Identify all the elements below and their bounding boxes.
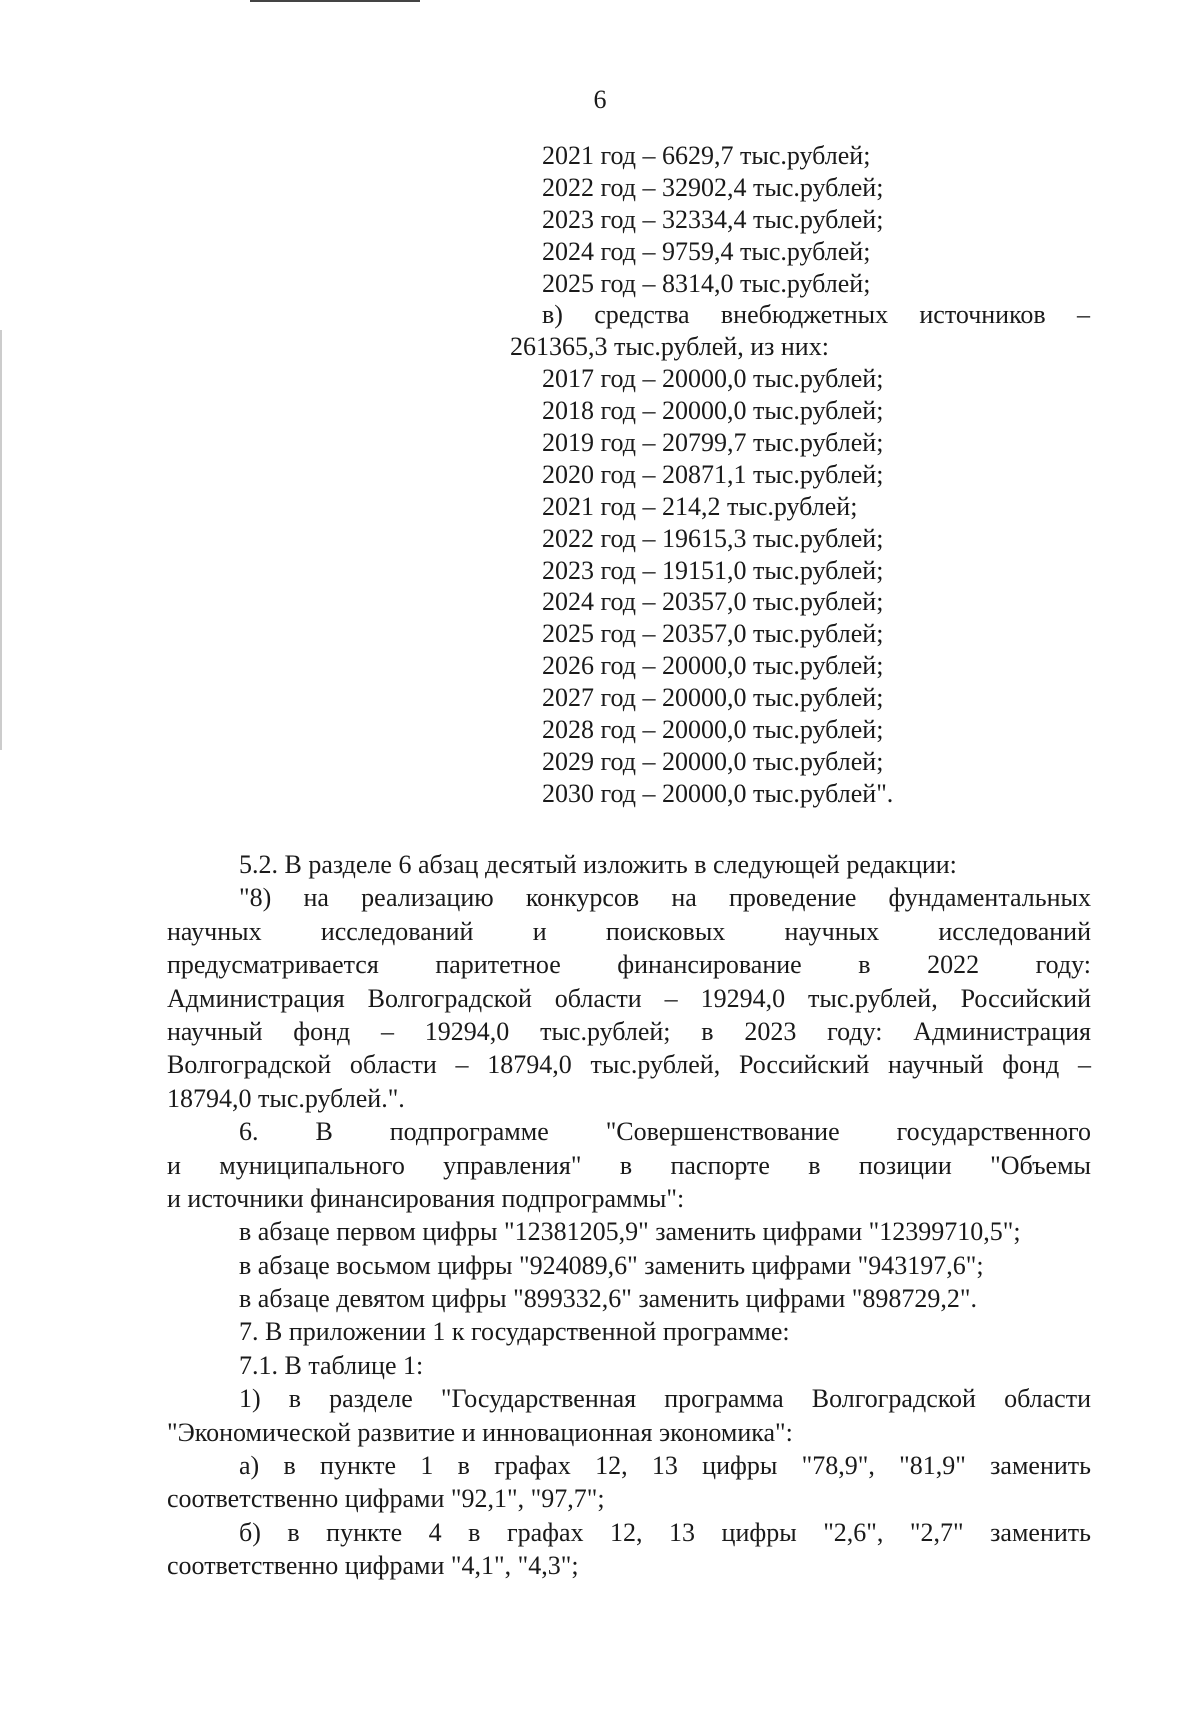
extrabudget-total: 261365,3 тыс.рублей, из них: (510, 332, 829, 362)
funding-line: 2024 год – 9759,4 тыс.рублей; (542, 236, 871, 266)
paragraph-line: "8) на реализацию конкурсов на проведение фундаментальных (239, 883, 1091, 913)
paragraph-line: Администрация Волгоградской области – 19294,0 тыс.рублей, Российский (167, 983, 1091, 1013)
funding-line: 2025 год – 8314,0 тыс.рублей; (542, 268, 871, 298)
extrabudget-heading: в) средства внебюджетных источников – (542, 300, 1090, 330)
paragraph-line: соответственно цифрами "92,1", "97,7"; (167, 1484, 605, 1514)
paragraph-line: Волгоградской области – 18794,0 тыс.рублей, Российский научный фонд – (167, 1050, 1091, 1080)
extrabudget-line: 2020 год – 20871,1 тыс.рублей; (542, 459, 884, 489)
paragraph-6: 6. В подпрограмме "Совершенствование государственного (239, 1117, 1091, 1147)
paragraph-7-1: 7.1. В таблице 1: (239, 1350, 424, 1380)
extrabudget-line: 2029 год – 20000,0 тыс.рублей; (542, 746, 884, 776)
extrabudget-line: 2021 год – 214,2 тыс.рублей; (542, 491, 858, 521)
extrabudget-line: 2022 год – 19615,3 тыс.рублей; (542, 523, 884, 553)
scan-artifact-top (250, 0, 420, 2)
extrabudget-line: 2019 год – 20799,7 тыс.рублей; (542, 428, 884, 458)
paragraph-line: "Экономической развитие и инновационная экономика": (167, 1417, 793, 1447)
paragraph-line: предусматривается паритетное финансирование в 2022 году: (167, 950, 1091, 980)
extrabudget-line: 2023 год – 19151,0 тыс.рублей; (542, 555, 884, 585)
scan-artifact-left (0, 330, 2, 750)
extrabudget-line: 2028 год – 20000,0 тыс.рублей; (542, 715, 884, 745)
funding-list (510, 140, 1090, 810)
funding-line: 2022 год – 32902,4 тыс.рублей; (542, 172, 884, 202)
extrabudget-line: 2024 год – 20357,0 тыс.рублей; (542, 587, 884, 617)
paragraph-line: б) в пункте 4 в графах 12, 13 цифры "2,6", "2,7" заменить (239, 1517, 1091, 1547)
paragraph-line: в абзаце восьмом цифры "924089,6" заменить цифрами "943197,6"; (239, 1250, 984, 1280)
paragraph-line: 1) в разделе "Государственная программа Волгоградской области (239, 1384, 1091, 1414)
document-body (167, 848, 1091, 1583)
extrabudget-line: 2030 год – 20000,0 тыс.рублей". (542, 778, 894, 808)
extrabudget-line: 2025 год – 20357,0 тыс.рублей; (542, 619, 884, 649)
extrabudget-line: 2018 год – 20000,0 тыс.рублей; (542, 396, 884, 426)
extrabudget-line: 2017 год – 20000,0 тыс.рублей; (542, 364, 884, 394)
paragraph-7: 7. В приложении 1 к государственной программе: (239, 1317, 790, 1347)
paragraph-line: научных исследований и поисковых научных исследований (167, 916, 1091, 946)
paragraph-line: и источники финансирования подпрограммы": (167, 1183, 685, 1213)
page-number: 6 (593, 85, 607, 114)
funding-line: 2021 год – 6629,7 тыс.рублей; (542, 141, 871, 170)
extrabudget-line: 2027 год – 20000,0 тыс.рублей; (542, 683, 884, 713)
paragraph-line: и муниципального управления" в паспорте в позиции "Объемы (167, 1150, 1091, 1180)
paragraph-line: в абзаце девятом цифры "899332,6" заменить цифрами "898729,2". (239, 1284, 977, 1314)
paragraph-5-2: 5.2. В разделе 6 абзац десятый изложить в следующей редакции: (239, 850, 957, 879)
paragraph-line: 18794,0 тыс.рублей.". (167, 1083, 405, 1113)
paragraph-line: а) в пункте 1 в графах 12, 13 цифры "78,9", "81,9" заменить (239, 1451, 1091, 1481)
funding-line: 2023 год – 32334,4 тыс.рублей; (542, 204, 884, 234)
paragraph-line: научный фонд – 19294,0 тыс.рублей; в 2023 году: Администрация (167, 1016, 1091, 1046)
paragraph-line: соответственно цифрами "4,1", "4,3"; (167, 1551, 579, 1581)
paragraph-line: в абзаце первом цифры "12381205,9" заменить цифрами "12399710,5"; (239, 1217, 1021, 1247)
extrabudget-line: 2026 год – 20000,0 тыс.рублей; (542, 651, 884, 681)
